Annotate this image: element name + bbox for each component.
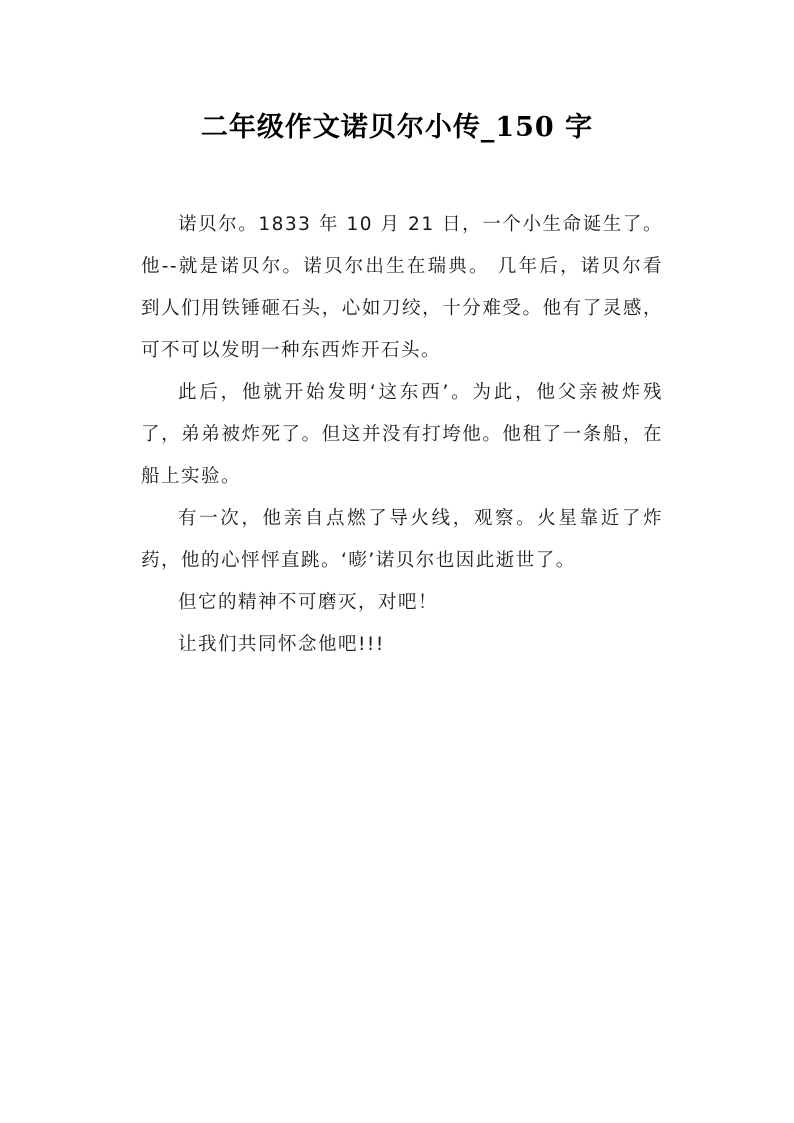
- document-body: [141, 204, 663, 666]
- paragraph-remember: 让我们共同怀念他吧!!!: [178, 634, 385, 655]
- paragraph-experiment: 有一次，他亲自点燃了导火线，观察。火星靠近了炸药，他的心怦怦直跳。‘嘭’诺贝尔也因此逝世了。: [141, 508, 663, 571]
- paragraph-birth: 诺贝尔。1833 年 10 月 21 日，一个小生命诞生了。他--就是诺贝尔。诺贝尔出生在瑞典。 几年后，诺贝尔看到人们用铁锤砸石头，心如刀绞，十分难受。他有了灵感，可不可以发明一种东西炸开石头。: [141, 214, 663, 361]
- paragraph-invention: 此后，他就开始发明‘这东西’。为此，他父亲被炸残了，弟弟被炸死了。但这并没有打垮他。他租了一条船，在船上实验。: [141, 382, 663, 487]
- paragraph-spirit: 但它的精神不可磨灭，对吧！: [178, 592, 439, 613]
- document-title: 二年级作文诺贝尔小传_150 字: [200, 112, 594, 143]
